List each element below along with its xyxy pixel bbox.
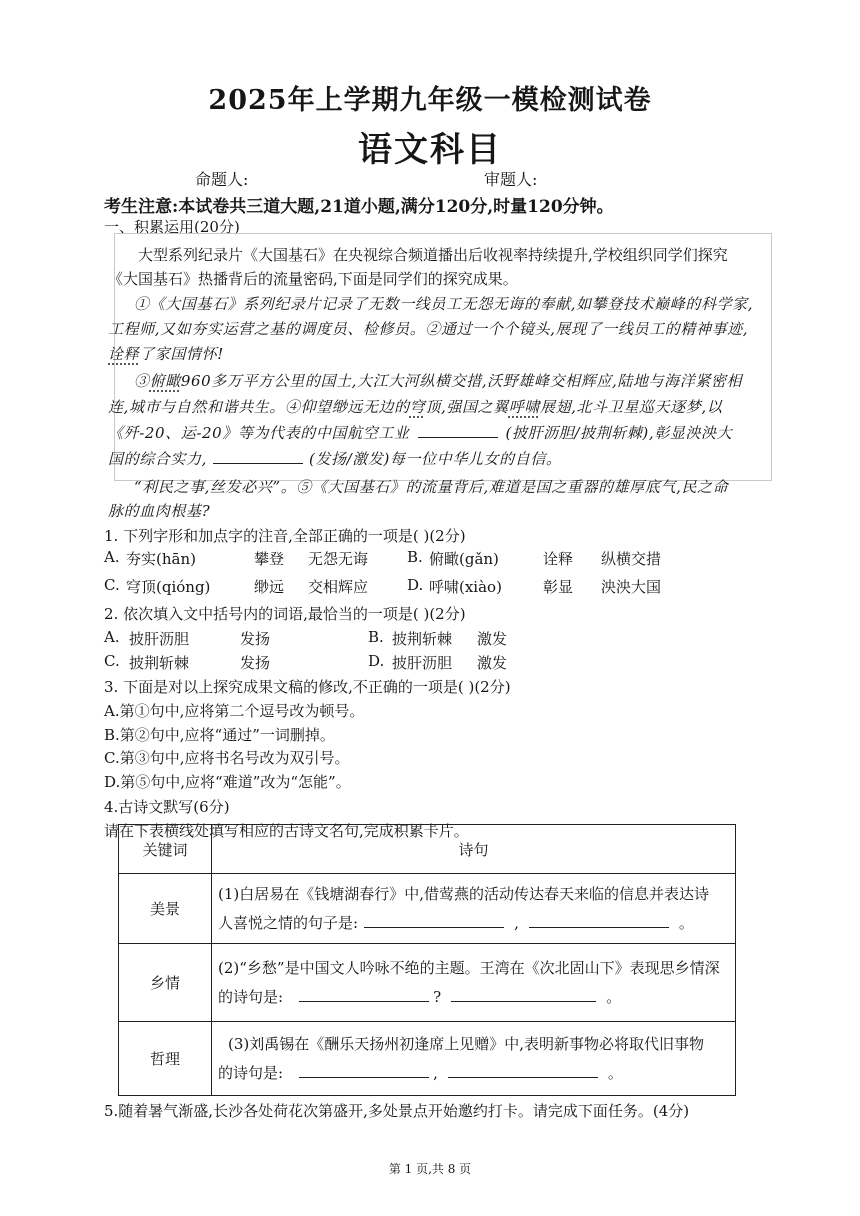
table-keyword-cell: 乡情 — [119, 944, 212, 1022]
table-cell-text: 的诗句是: — [218, 1063, 284, 1082]
passage-p1-line2: 工程师,又如夯实运营之基的调度员、检修员。②通过一个个镜头,展现了一线员工的精神事迹, — [108, 320, 749, 338]
intro-line-1: 大型系列纪录片《大国基石》在央视综合频道播出后收视率持续提升,学校组织同学们探究 — [138, 246, 728, 264]
q4-instruction: 请在下表横线处填写相应的古诗文名句,完成积累卡片。 — [104, 822, 469, 840]
section-heading: 一、积累运用(20分) — [104, 218, 240, 236]
passage-text: 展翅,北斗卫星巡天逐梦,以 — [539, 398, 723, 416]
table-content-cell — [212, 874, 736, 944]
passage-text: 连,城市与自然和谐共生。④仰望缈远无边的 — [108, 398, 410, 416]
q1-option-d-word3: 泱泱大国 — [601, 578, 662, 596]
table-cell-sep: , — [433, 1063, 438, 1082]
q2-option-b-word2: 激发 — [477, 630, 508, 648]
q2-option-a-label: A. — [104, 628, 120, 646]
table-header-keyword: 关键词 — [119, 825, 212, 874]
answer-blank[interactable] — [451, 987, 596, 1002]
table-cell-end: 。 — [678, 913, 694, 932]
q1-option-c-label: C. — [104, 576, 120, 594]
passage-text: 960多万平方公里的国土,大江大河纵横交措,沃野雄峰交相辉应,陆地与海洋紧密相 — [180, 372, 743, 390]
q3-stem: 3. 下面是对以上探究成果文稿的修改,不正确的一项是( )(2分) — [104, 678, 511, 696]
q5-stem: 5.随着暑气渐盛,长沙各处荷花次第盛开,多处景点开始邀约打卡。请完成下面任务。(4分) — [104, 1102, 690, 1120]
q2-option-d-label: D. — [368, 652, 385, 670]
page-number: 第 1 页,共 8 页 — [388, 1162, 472, 1176]
q2-option-c-label: C. — [104, 652, 120, 670]
reviewer-label: 审题人: — [484, 170, 538, 189]
setter-label: 命题人: — [195, 170, 249, 189]
table-keyword-cell: 哲理 — [119, 1022, 212, 1096]
q1-option-a-word1: 夯实(hān) — [126, 550, 196, 568]
q2-option-b-label: B. — [368, 628, 384, 646]
table-cell-line — [218, 983, 735, 1012]
answer-blank[interactable] — [529, 913, 669, 928]
table-cell-sep: ? — [433, 987, 442, 1006]
q3-option-a: A.第①句中,应将第二个逗号改为顿号。 — [104, 702, 365, 720]
q2-option-b-word1: 披荆斩棘 — [392, 630, 453, 648]
passage-p3-line1: “利民之事,丝发必兴”。⑤《大国基石》的流量背后,难道是国之重器的雄厚底气,民之命 — [134, 478, 729, 496]
q1-option-a-word3: 无怨无诲 — [308, 550, 369, 568]
passage-text: 国的综合实力, — [108, 450, 207, 468]
answer-blank[interactable] — [364, 913, 504, 928]
subject-title: 语文科目 — [358, 130, 502, 170]
q1-option-c-word1: 穹顶(qióng) — [126, 578, 211, 596]
q1-stem: 1. 下列字形和加点字的注音,全部正确的一项是( )(2分) — [104, 527, 466, 545]
q1-option-d-word1: 呼啸(xiào) — [429, 578, 502, 596]
q2-option-c-word2: 发扬 — [240, 654, 271, 672]
q3-option-b: B.第②句中,应将“通过”一词删掉。 — [104, 726, 335, 744]
passage-p2-line1 — [134, 370, 742, 391]
passage-p1-line1: ①《大国基石》系列纪录片记录了无数一线员工无怨无诲的奉献,如攀登技术巅峰的科学家, — [134, 295, 754, 313]
table-cell-sep: , — [514, 913, 519, 932]
passage-p1-line3 — [108, 343, 224, 364]
q2-option-d-word2: 激发 — [477, 654, 508, 672]
q1-option-b-label: B. — [407, 548, 423, 566]
exam-title: 2025年上学期九年级一模检测试卷 — [208, 85, 652, 116]
q1-option-a-label: A. — [104, 548, 120, 566]
q3-option-d: D.第⑤句中,应将“难道”改为“怎能”。 — [104, 773, 351, 791]
table-cell-line: (2)“乡愁”是中国文人吟咏不绝的主题。王湾在《次北固山下》表现思乡情深 — [218, 958, 720, 977]
q1-option-a-word2: 攀登 — [254, 550, 285, 568]
passage-p3-line2: 脉的血肉根基? — [108, 502, 211, 520]
q2-option-d-word1: 披肝沥胆 — [392, 654, 453, 672]
q4-stem: 4.古诗文默写(6分) — [104, 798, 230, 816]
poetry-table — [118, 824, 736, 1096]
q3-option-c: C.第③句中,应将书名号改为双引号。 — [104, 749, 350, 767]
passage-p2-line4 — [108, 448, 562, 469]
q1-option-c-word3: 交相辉应 — [308, 578, 369, 596]
table-cell-text: 的诗句是: — [218, 987, 284, 1006]
answer-blank[interactable] — [299, 987, 429, 1002]
passage-text: (发扬/激发)每一位中华儿女的自信。 — [308, 450, 562, 468]
passage-text: 《歼-20、运-20》等为代表的中国航空工业 — [108, 424, 410, 442]
q1-option-b-word2: 诠释 — [543, 550, 574, 568]
emphasis-qiong: 穹 — [409, 398, 426, 416]
table-row — [119, 874, 736, 944]
passage-text: (披肝沥胆/披荆斩棘),彰显泱泱大 — [505, 424, 733, 442]
answer-blank[interactable] — [299, 1063, 429, 1078]
passage-p2-line2 — [108, 396, 722, 417]
table-cell-line: (3)刘禹锡在《酬乐天扬州初逢席上见赠》中,表明新事物必将取代旧事物 — [228, 1034, 705, 1053]
fill-blank-1[interactable] — [418, 423, 498, 438]
q1-option-d-label: D. — [407, 576, 424, 594]
table-cell-end: 。 — [607, 1063, 623, 1082]
table-cell-line — [218, 1059, 735, 1088]
passage-text: ③ — [134, 372, 150, 390]
q2-option-a-word1: 披肝沥胆 — [129, 630, 190, 648]
emphasis-fukan: 俯瞰 — [149, 372, 181, 390]
q2-option-a-word2: 发扬 — [240, 630, 271, 648]
exam-notice: 考生注意:本试卷共三道大题,21道小题,满分120分,时量120分钟。 — [104, 197, 614, 217]
q2-option-c-word1: 披荆斩棘 — [129, 654, 190, 672]
emphasis-quanshi: 诠释 — [108, 345, 140, 363]
passage-text: 顶,强国之翼 — [425, 398, 509, 416]
table-content-cell — [212, 1022, 736, 1096]
table-cell-end: 。 — [606, 987, 622, 1006]
table-cell-line: (1)白居易在《钱塘湖春行》中,借莺燕的活动传达春天来临的信息并表达诗 — [218, 884, 710, 903]
table-content-cell — [212, 944, 736, 1022]
table-keyword-cell: 美景 — [119, 874, 212, 944]
fill-blank-2[interactable] — [213, 449, 303, 464]
table-header-poem: 诗句 — [212, 825, 736, 874]
emphasis-huxiao: 呼啸 — [508, 398, 540, 416]
q1-option-b-word3: 纵横交措 — [601, 550, 662, 568]
table-row — [119, 944, 736, 1022]
passage-p2-line3 — [108, 422, 732, 443]
table-row — [119, 1022, 736, 1096]
passage-text: 了家国情怀! — [139, 345, 224, 363]
table-header-row — [119, 825, 736, 874]
table-cell-text: 人喜悦之情的句子是: — [218, 913, 359, 932]
q1-option-d-word2: 彰显 — [543, 578, 574, 596]
answer-blank[interactable] — [448, 1063, 598, 1078]
q1-option-c-word2: 缈远 — [254, 578, 285, 596]
table-cell-line — [218, 909, 735, 938]
q2-stem: 2. 依次填入文中括号内的词语,最恰当的一项是( )(2分) — [104, 605, 466, 623]
q1-option-b-word1: 俯瞰(gǎn) — [429, 550, 499, 568]
intro-line-2: 《大国基石》热播背后的流量密码,下面是同学们的探究成果。 — [108, 270, 518, 288]
